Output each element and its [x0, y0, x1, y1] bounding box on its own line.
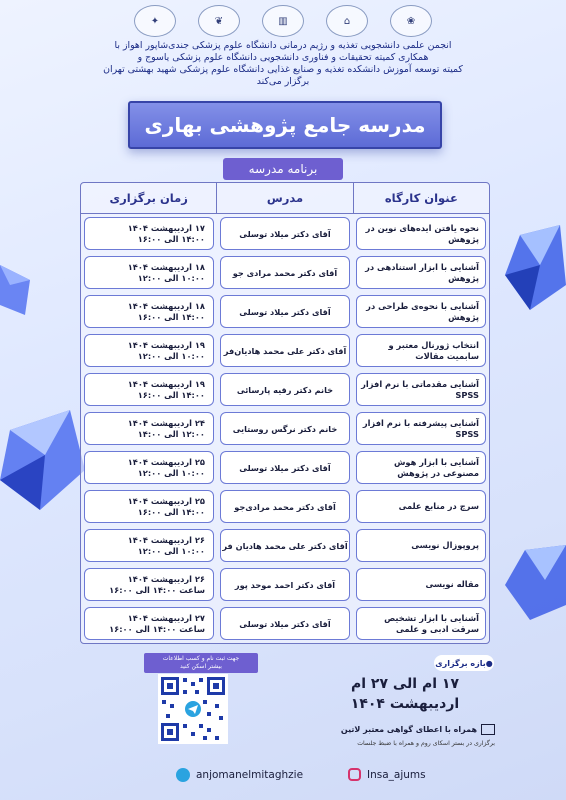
- crystal-decoration-right: [500, 225, 566, 315]
- certificate-line: [300, 724, 495, 735]
- session-time: [84, 295, 214, 328]
- certificate-icon: [481, 724, 495, 735]
- intro-line: انجمن علمی دانشجویی تغذیه و رژیم درمانی دانشگاه علوم پزشکی جندی‌شاپور اهواز با: [114, 40, 452, 51]
- table-row: [81, 370, 489, 409]
- intro-line: همکاری کمیته تحقیقات و فناوری دانشجویی دانشگاه علوم پزشکی یاسوج و: [137, 52, 429, 63]
- intro-text: [60, 40, 506, 88]
- teacher-name: آقای دکتر علی محمد هادیان فر: [220, 529, 350, 562]
- session-date: ۲۷ اردیبهشت ۱۴۰۴: [127, 612, 205, 623]
- workshop-title: آشنایی با نحوه‌ی طراحی در پژوهش: [356, 295, 486, 328]
- partner-logo-1: ✦: [134, 5, 176, 37]
- workshop-title: سرچ در منابع علمی: [356, 490, 486, 523]
- partner-logo-3: ▥: [262, 5, 304, 37]
- session-date: ۲۶ اردیبهشت ۱۴۰۴: [127, 534, 205, 545]
- workshop-title: مقاله نویسی: [356, 568, 486, 601]
- session-hours: ساعت ۱۴:۰۰ الی ۱۶:۰۰: [109, 584, 205, 595]
- qr-note-line: بیشتر اسکن کنید: [180, 663, 222, 670]
- program-label: برنامه مدرسه: [223, 158, 343, 180]
- session-date: ۲۵ اردیبهشت ۱۴۰۴: [127, 456, 205, 467]
- page-title: مدرسه جامع پژوهشی بهاری: [128, 101, 442, 149]
- workshop-title: آشنایی با ابزار استنادهی در پژوهش: [356, 256, 486, 289]
- teacher-name: آقای دکتر احمد موحد پور: [220, 568, 350, 601]
- header-workshop: عنوان کارگاه: [353, 183, 489, 213]
- table-row: [81, 565, 489, 604]
- teacher-name: آقای دکتر میلاد توسلی: [220, 295, 350, 328]
- session-date: ۱۸ اردیبهشت ۱۴۰۴: [127, 261, 205, 272]
- table-row: [81, 253, 489, 292]
- teacher-name: خانم دکتر نرگس روستایی: [220, 412, 350, 445]
- table-row: [81, 448, 489, 487]
- session-date: ۱۹ اردیبهشت ۱۴۰۴: [127, 378, 205, 389]
- workshop-title: آشنایی با ابزار تشخیص سرقت ادبی و علمی: [356, 607, 486, 640]
- header-time: زمان برگزاری: [109, 191, 188, 205]
- session-date: ۲۶ اردیبهشت ۱۴۰۴: [127, 573, 205, 584]
- qr-note-line: جهت ثبت نام و کسب اطلاعات: [162, 655, 240, 662]
- partner-logos: [0, 5, 566, 39]
- crystal-decoration-left-bottom: [0, 410, 85, 510]
- instagram-handle[interactable]: [348, 768, 426, 781]
- session-hours: ۱۴:۰۰ الی ۱۶:۰۰: [137, 389, 205, 400]
- teacher-name: آقای دکتر محمد مرادی‌جو: [220, 490, 350, 523]
- session-hours: ۱۰:۰۰ الی ۱۲:۰۰: [137, 272, 205, 283]
- session-date: ۱۸ اردیبهشت ۱۴۰۴: [127, 300, 205, 311]
- session-date: ۱۹ اردیبهشت ۱۴۰۴: [127, 339, 205, 350]
- teacher-name: آقای دکتر علی محمد هادیان‌فر: [220, 334, 350, 367]
- workshop-title: پروپوزال نویسی: [356, 529, 486, 562]
- period-tag-label: بازه برگزاری: [435, 658, 486, 668]
- qr-note: [144, 653, 258, 673]
- period-month: اردیبهشت ۱۴۰۴: [350, 696, 460, 712]
- telegram-handle[interactable]: [176, 768, 303, 782]
- workshop-title: آشنایی پیشرفته با نرم افزار SPSS: [356, 412, 486, 445]
- crystal-decoration-left-top: [0, 260, 40, 320]
- session-hours: ۱۴:۰۰ الی ۱۶:۰۰: [137, 506, 205, 517]
- session-time: [84, 607, 214, 640]
- period-tag: ● بازه برگزاری: [434, 655, 494, 671]
- schedule-table: [80, 182, 490, 644]
- table-header: [81, 183, 489, 214]
- teacher-name: آقای دکتر میلاد توسلی: [220, 607, 350, 640]
- session-time: [84, 256, 214, 289]
- partner-logo-5: ❀: [390, 5, 432, 37]
- session-date: ۲۵ اردیبهشت ۱۴۰۴: [127, 495, 205, 506]
- session-time: [84, 334, 214, 367]
- table-row: [81, 292, 489, 331]
- workshop-title: آشنایی با ابزار هوش مصنوعی در پژوهش: [356, 451, 486, 484]
- teacher-name: آقای دکتر میلاد توسلی: [220, 451, 350, 484]
- session-time: [84, 217, 214, 250]
- session-time: [84, 568, 214, 601]
- delivery-note: برگزاری در بستر اسکای روم و همراه با ضبط جلسات: [357, 740, 495, 747]
- session-date: ۱۷ اردیبهشت ۱۴۰۴: [127, 222, 205, 233]
- intro-line: کمیته توسعه آموزش دانشکده تغذیه و صنایع غذایی دانشگاه علوم پزشکی شهید بهشتی تهران: [103, 64, 463, 75]
- session-hours: ۱۰:۰۰ الی ۱۲:۰۰: [137, 350, 205, 361]
- workshop-title: انتخاب ژورنال معتبر و سابمیت مقالات: [356, 334, 486, 367]
- session-hours: ۱۰:۰۰ الی ۱۲:۰۰: [137, 467, 205, 478]
- table-row: [81, 604, 489, 643]
- session-hours: ساعت ۱۴:۰۰ الی ۱۶:۰۰: [109, 623, 205, 634]
- partner-logo-2: ❦: [198, 5, 240, 37]
- session-time: [84, 490, 214, 523]
- session-hours: ۱۴:۰۰ الی ۱۶:۰۰: [137, 233, 205, 244]
- table-row: [81, 331, 489, 370]
- telegram-text: anjomanelmitaghzie: [196, 769, 304, 781]
- header-teacher: مدرس: [216, 183, 352, 213]
- telegram-icon: [176, 768, 190, 782]
- instagram-icon: [348, 768, 361, 781]
- table-row: [81, 409, 489, 448]
- session-time: [84, 412, 214, 445]
- teacher-name: آقای دکتر محمد مرادی جو: [220, 256, 350, 289]
- instagram-text: Insa_ajums: [367, 768, 426, 781]
- session-hours: ۱۲:۰۰ الی ۱۴:۰۰: [137, 428, 205, 439]
- certificate-text: همراه با اعطای گواهی معتبر لاتین: [340, 725, 477, 734]
- crystal-decoration-right-bottom: [505, 545, 566, 625]
- session-hours: ۱۴:۰۰ الی ۱۶:۰۰: [137, 311, 205, 322]
- registration-qr-code[interactable]: [158, 674, 228, 744]
- workshop-title: نحوه یافتن ایده‌های نوین در پژوهش: [356, 217, 486, 250]
- table-body: [81, 214, 489, 643]
- teacher-name: خانم دکتر رقیه پارسائی: [220, 373, 350, 406]
- teacher-name: آقای دکتر میلاد توسلی: [220, 217, 350, 250]
- intro-line: برگزار می‌کند: [256, 76, 310, 87]
- session-hours: ۱۰:۰۰ الی ۱۲:۰۰: [137, 545, 205, 556]
- partner-logo-4: ⌂: [326, 5, 368, 37]
- session-date: ۲۴ اردیبهشت ۱۴۰۴: [127, 417, 205, 428]
- session-time: [84, 373, 214, 406]
- period-dates: ۱۷ ام الی ۲۷ ام: [350, 676, 460, 692]
- table-row: [81, 487, 489, 526]
- table-row: [81, 214, 489, 253]
- session-time: [84, 529, 214, 562]
- table-row: [81, 526, 489, 565]
- workshop-title: آشنایی مقدماتی با نرم افزار SPSS: [356, 373, 486, 406]
- session-time: [84, 451, 214, 484]
